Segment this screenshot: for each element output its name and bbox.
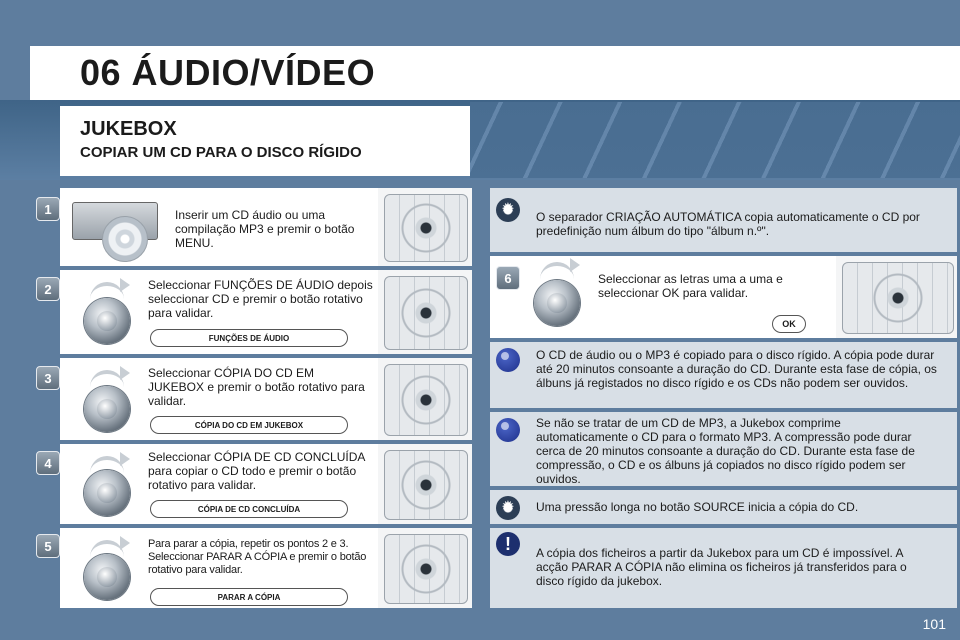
step-number-3: 3	[36, 366, 60, 390]
menu-badge-5: PARAR A CÓPIA	[150, 588, 348, 606]
radio-console-image	[384, 534, 468, 604]
tip-icon	[496, 198, 520, 222]
note-text-1: O CD de áudio ou o MP3 é copiado para o disco rígido. A cópia pode durar até 20 minutos consoante a duração do CD. Durante esta fase de cópia, os álbuns já registados no disco rígido e os CDs não podem ser ouvidos.	[536, 348, 937, 390]
radio-console-image	[384, 276, 468, 350]
section-subtitle: COPIAR UM CD PARA O DISCO RÍGIDO	[80, 144, 362, 161]
menu-badge-3: CÓPIA DO CD EM JUKEBOX	[150, 416, 348, 434]
section-title-panel	[60, 106, 470, 176]
radio-console-image	[842, 262, 954, 334]
tip-icon	[496, 496, 520, 520]
note-text-2: Se não se tratar de um CD de MP3, a Jukebox comprime automaticamente o CD para o formato MP3. A compressão pode durar cerca de 20 minutos consoante a duração do CD. Durante esta fase de compressão, o CD e os álbuns já copiados no disco rígido podem ser ouvidos.	[536, 416, 915, 486]
step-text-1: Inserir um CD áudio ou uma compilação MP3 e premir o botão MENU.	[175, 208, 355, 250]
ok-badge: OK	[772, 315, 806, 333]
warning-text: A cópia dos ficheiros a partir da Jukebox para um CD é impossível. A acção PARAR A CÓPIA não elimina os ficheiros já transferidos para o disco rígido da jukebox.	[536, 546, 907, 588]
step-text-2: Seleccionar FUNÇÕES DE ÁUDIO depois seleccionar CD e premir o botão rotativo para validar.	[148, 278, 373, 320]
warning-icon: !	[496, 532, 520, 556]
step-text-4: Seleccionar CÓPIA DE CD CONCLUÍDA para copiar o CD todo e premir o botão rotativo para validar.	[148, 450, 365, 492]
cd-disc-icon	[102, 216, 148, 262]
radio-console-image	[384, 364, 468, 436]
rotary-knob-icon	[84, 470, 130, 516]
tip-text-2: Uma pressão longa no botão SOURCE inicia a cópia do CD.	[536, 500, 859, 514]
step-number-6: 6	[496, 266, 520, 290]
step-number-4: 4	[36, 451, 60, 475]
rotary-knob-icon	[84, 386, 130, 432]
info-bullet-icon	[496, 348, 520, 372]
menu-badge-2: FUNÇÕES DE ÁUDIO	[150, 329, 348, 347]
chapter-title: 06 ÁUDIO/VÍDEO	[80, 52, 376, 93]
rotary-knob-icon	[534, 280, 580, 326]
info-bullet-icon	[496, 418, 520, 442]
section-title: JUKEBOX	[80, 118, 177, 140]
menu-badge-4: CÓPIA DE CD CONCLUÍDA	[150, 500, 348, 518]
step-number-2: 2	[36, 277, 60, 301]
rotary-knob-icon	[84, 554, 130, 600]
decorative-stripes	[470, 102, 960, 178]
step-text-6: Seleccionar as letras uma a uma e seleccionar OK para validar.	[598, 272, 783, 300]
tip-text-1: O separador CRIAÇÃO AUTOMÁTICA copia automaticamente o CD por predefinição num álbum do tipo "álbum n.º".	[536, 210, 920, 238]
rotary-knob-icon	[84, 298, 130, 344]
step-text-3: Seleccionar CÓPIA DO CD EM JUKEBOX e premir o botão rotativo para validar.	[148, 366, 365, 408]
step-number-5: 5	[36, 534, 60, 558]
page-number: 101	[922, 616, 946, 632]
step-number-1: 1	[36, 197, 60, 221]
radio-console-image	[384, 194, 468, 262]
radio-console-image	[384, 450, 468, 520]
step-text-5: Para parar a cópia, repetir os pontos 2 e 3. Seleccionar PARAR A CÓPIA e premir o botão rotativo para validar.	[148, 538, 367, 576]
